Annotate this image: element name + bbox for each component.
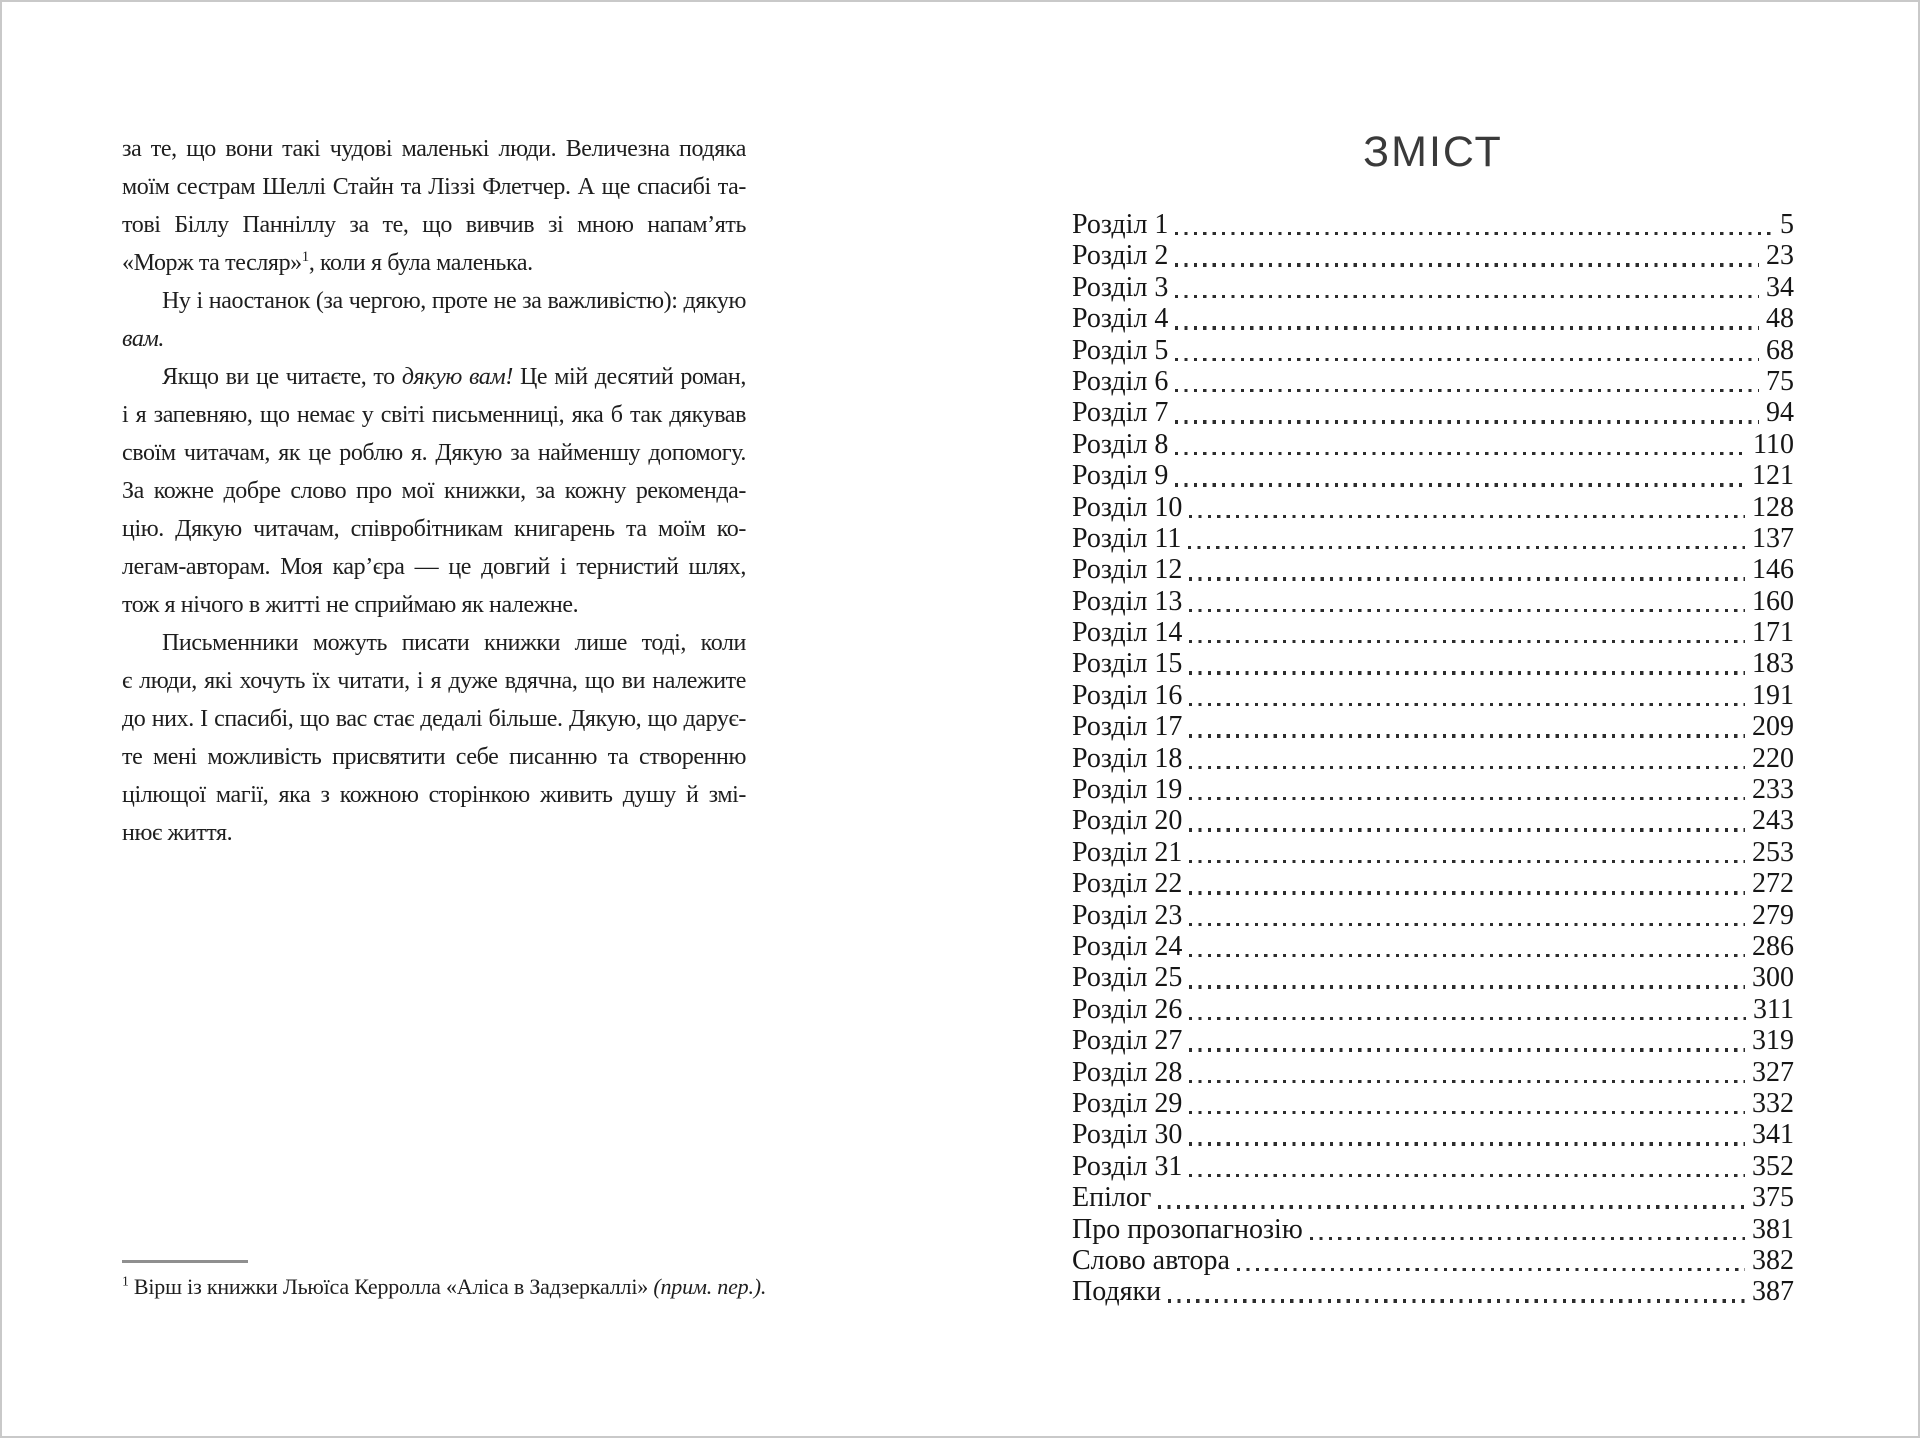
toc-entry: [1072, 617, 1794, 648]
toc-entry: [1072, 1119, 1794, 1150]
toc-entry-label: Розділ 10: [1072, 491, 1183, 523]
toc-entry-label: Епілог: [1072, 1182, 1152, 1214]
toc-entry-label: Розділ 2: [1072, 240, 1169, 272]
toc-entry-page: 23: [1766, 240, 1794, 272]
toc-entry-page: 137: [1752, 522, 1794, 554]
text-run: цілющої магії, яка з кожною сторінкою живить душу й змі-: [122, 782, 746, 808]
text-run: дякую вам!: [401, 364, 513, 390]
footnote-marker: 1: [301, 249, 309, 265]
toc-entry-page: 286: [1752, 930, 1794, 962]
left-page: [122, 130, 746, 852]
toc-entry-page: 253: [1752, 836, 1794, 868]
toc-entry: [1072, 868, 1794, 899]
toc-entry: [1072, 272, 1794, 303]
toc-dot-leader: [1189, 609, 1745, 612]
toc-entry-page: 110: [1753, 428, 1794, 460]
toc-entry-page: 128: [1752, 491, 1794, 523]
toc-dot-leader: [1175, 358, 1759, 361]
toc-entry-label: Розділ 12: [1072, 554, 1183, 586]
toc-entry-page: 220: [1752, 742, 1794, 774]
toc-entry-label: Розділ 30: [1072, 1119, 1183, 1151]
text-line: [122, 206, 746, 244]
toc-entry-page: 191: [1752, 679, 1794, 711]
toc-entry: [1072, 460, 1794, 491]
text-run: тові Біллу Панніллу за те, що вивчив зі мною напам’ять: [122, 212, 746, 238]
toc-entry-page: 121: [1752, 460, 1794, 492]
toc-entry-page: 171: [1752, 617, 1794, 649]
text-run: вам.: [122, 326, 164, 352]
toc-dot-leader: [1189, 577, 1745, 580]
text-line: [122, 320, 746, 358]
toc-entry-page: 233: [1752, 774, 1794, 806]
toc-entry-label: Подяки: [1072, 1276, 1162, 1308]
text-line: [122, 510, 746, 548]
toc-entry: [1072, 994, 1794, 1025]
toc-entry-page: 160: [1752, 585, 1794, 617]
toc-list: [1072, 209, 1794, 1308]
toc-entry-page: 48: [1766, 303, 1794, 335]
text-run: , коли я була маленька.: [308, 250, 533, 276]
toc-dot-leader: [1189, 1111, 1745, 1114]
toc-entry-label: Розділ 28: [1072, 1056, 1183, 1088]
toc-entry-label: Про прозопагнозію: [1072, 1213, 1303, 1245]
toc-entry-page: 387: [1752, 1276, 1794, 1308]
toc-title: ЗМІСТ: [1363, 128, 1503, 176]
toc-entry: [1072, 429, 1794, 460]
toc-entry-page: 75: [1766, 365, 1794, 397]
text-run: За кожне добре слово про мої книжки, за кожну рекоменда-: [122, 478, 746, 504]
toc-entry-label: Розділ 22: [1072, 868, 1183, 900]
text-line: [122, 700, 746, 738]
toc-entry-label: Розділ 20: [1072, 805, 1183, 837]
toc-entry: [1072, 1276, 1794, 1307]
toc-entry-label: Розділ 18: [1072, 742, 1183, 774]
text-run: і я запевняю, що немає у світі письменниці, яка б так дякував: [122, 402, 746, 428]
right-page: [1072, 128, 1794, 1308]
toc-dot-leader: [1237, 1268, 1745, 1271]
toc-entry: [1072, 397, 1794, 428]
toc-entry-page: 327: [1752, 1056, 1794, 1088]
footnote-marker: 1: [122, 1273, 129, 1289]
toc-dot-leader: [1189, 734, 1745, 737]
text-run: цію. Дякую читачам, співробітникам книгарень та моїм ко-: [122, 516, 746, 542]
toc-dot-leader: [1189, 515, 1745, 518]
toc-entry: [1072, 586, 1794, 617]
toc-entry: [1072, 774, 1794, 805]
toc-dot-leader: [1175, 420, 1759, 423]
text-line: [122, 434, 746, 472]
toc-entry-page: 34: [1766, 271, 1794, 303]
toc-dot-leader: [1189, 891, 1745, 894]
text-run: (прим. пер.).: [653, 1274, 767, 1299]
toc-entry-label: Розділ 7: [1072, 397, 1169, 429]
toc-entry-page: 375: [1752, 1182, 1794, 1214]
toc-entry: [1072, 711, 1794, 742]
text-line: [122, 776, 746, 814]
text-run: Якщо ви це читаєте, то: [162, 364, 402, 390]
toc-dot-leader: [1175, 389, 1759, 392]
text-run: Письменники можуть писати книжки лише тоді, коли: [162, 630, 746, 656]
toc-dot-leader: [1188, 546, 1745, 549]
toc-entry: [1072, 805, 1794, 836]
toc-entry-page: 381: [1752, 1213, 1794, 1245]
toc-dot-leader: [1189, 797, 1745, 800]
toc-dot-leader: [1168, 1299, 1745, 1302]
toc-entry-page: 279: [1752, 899, 1794, 931]
toc-entry: [1072, 1057, 1794, 1088]
toc-dot-leader: [1189, 1048, 1745, 1051]
toc-entry-label: Розділ 4: [1072, 303, 1169, 335]
toc-entry-label: Розділ 6: [1072, 365, 1169, 397]
toc-dot-leader: [1189, 860, 1745, 863]
toc-dot-leader: [1189, 828, 1745, 831]
toc-entry: [1072, 900, 1794, 931]
toc-entry: [1072, 680, 1794, 711]
toc-entry: [1072, 837, 1794, 868]
text-line: [122, 244, 746, 282]
toc-entry: [1072, 303, 1794, 334]
text-run: «Морж та тесляр»: [122, 250, 302, 276]
toc-entry-label: Розділ 11: [1072, 522, 1182, 554]
text-line: [122, 586, 746, 624]
toc-entry-label: Розділ 3: [1072, 271, 1169, 303]
toc-entry: [1072, 931, 1794, 962]
toc-dot-leader: [1189, 923, 1745, 926]
text-run: Вірш із книжки Льюїса Керролла «Аліса в Задзеркаллі»: [128, 1274, 654, 1299]
text-line: [122, 396, 746, 434]
text-run: моїм сестрам Шеллі Стайн та Ліззі Флетчер. А ще спасибі та-: [122, 174, 746, 200]
toc-entry-label: Розділ 23: [1072, 899, 1183, 931]
text-run: Це мій десятий роман,: [512, 364, 746, 390]
toc-dot-leader: [1189, 1017, 1746, 1020]
text-line: [122, 662, 746, 700]
toc-entry-page: 352: [1752, 1150, 1794, 1182]
toc-dot-leader: [1175, 326, 1759, 329]
toc-entry-label: Розділ 24: [1072, 930, 1183, 962]
toc-entry-label: Слово автора: [1072, 1244, 1230, 1276]
text-run: своїм читачам, як це роблю я. Дякую за найменшу допомогу.: [122, 440, 746, 466]
toc-dot-leader: [1310, 1237, 1745, 1240]
text-line: [122, 282, 746, 320]
toc-dot-leader: [1175, 232, 1773, 235]
toc-dot-leader: [1175, 452, 1746, 455]
toc-entry-label: Розділ 29: [1072, 1087, 1183, 1119]
toc-dot-leader: [1189, 1174, 1745, 1177]
toc-entry: [1072, 492, 1794, 523]
toc-entry-page: 300: [1752, 962, 1794, 994]
toc-entry-page: 146: [1752, 554, 1794, 586]
toc-entry-page: 94: [1766, 397, 1794, 429]
toc-entry-page: 209: [1752, 711, 1794, 743]
toc-entry: [1072, 366, 1794, 397]
toc-entry-label: Розділ 16: [1072, 679, 1183, 711]
text-line: [122, 472, 746, 510]
text-run: тож я нічого в житті не сприймаю як належне.: [122, 592, 579, 618]
toc-entry-page: 272: [1752, 868, 1794, 900]
text-line: [122, 814, 746, 852]
toc-entry: [1072, 1088, 1794, 1119]
toc-entry-page: 243: [1752, 805, 1794, 837]
toc-entry: [1072, 1245, 1794, 1276]
text-run: те мені можливість присвятити себе писанню та створенню: [122, 744, 746, 770]
toc-entry-label: Розділ 5: [1072, 334, 1169, 366]
text-line: [122, 168, 746, 206]
toc-entry-label: Розділ 25: [1072, 962, 1183, 994]
text-line: [122, 130, 746, 168]
toc-entry-label: Розділ 21: [1072, 836, 1183, 868]
text-line: [122, 624, 746, 662]
footnote-divider: [122, 1260, 248, 1263]
toc-entry-label: Розділ 15: [1072, 648, 1183, 680]
text-run: легам-авторам. Моя кар’єра — це довгий і тернистий шлях,: [122, 554, 746, 580]
toc-dot-leader: [1175, 295, 1759, 298]
toc-entry: [1072, 1151, 1794, 1182]
toc-dot-leader: [1189, 671, 1745, 674]
toc-entry-page: 183: [1752, 648, 1794, 680]
toc-dot-leader: [1189, 1080, 1745, 1083]
toc-dot-leader: [1189, 1142, 1745, 1145]
toc-entry-label: Розділ 14: [1072, 617, 1183, 649]
text-run: є люди, які хочуть їх читати, і я дуже вдячна, що ви належите: [122, 668, 746, 694]
toc-entry-page: 5: [1780, 209, 1794, 240]
text-run: Ну і наостанок (за чергою, проте не за важливістю): дякую: [162, 288, 746, 314]
toc-entry-page: 319: [1752, 1025, 1794, 1057]
toc-entry-page: 68: [1766, 334, 1794, 366]
toc-entry-label: Розділ 1: [1072, 209, 1169, 240]
toc-entry: [1072, 335, 1794, 366]
text-line: [122, 358, 746, 396]
toc-entry-label: Розділ 13: [1072, 585, 1183, 617]
text-run: до них. І спасибі, що вас стає дедалі більше. Дякую, що дарує-: [122, 706, 746, 732]
toc-entry-label: Розділ 9: [1072, 460, 1169, 492]
toc-entry-page: 311: [1753, 993, 1794, 1025]
toc-entry-label: Розділ 8: [1072, 428, 1169, 460]
toc-entry-label: Розділ 27: [1072, 1025, 1183, 1057]
toc-dot-leader: [1189, 985, 1745, 988]
toc-dot-leader: [1189, 703, 1745, 706]
toc-dot-leader: [1175, 483, 1745, 486]
toc-entry-label: Розділ 17: [1072, 711, 1183, 743]
toc-entry: [1072, 523, 1794, 554]
toc-entry-page: 341: [1752, 1119, 1794, 1151]
toc-entry: [1072, 1182, 1794, 1213]
toc-entry-page: 382: [1752, 1244, 1794, 1276]
toc-entry-label: Розділ 19: [1072, 774, 1183, 806]
footnote-text: [122, 1272, 882, 1302]
toc-entry: [1072, 209, 1794, 240]
text-line: [122, 548, 746, 586]
toc-dot-leader: [1189, 766, 1745, 769]
toc-entry: [1072, 554, 1794, 585]
toc-entry: [1072, 743, 1794, 774]
toc-dot-leader: [1189, 640, 1745, 643]
toc-entry: [1072, 1025, 1794, 1056]
toc-entry: [1072, 962, 1794, 993]
text-run: нює життя.: [122, 820, 233, 846]
toc-entry: [1072, 648, 1794, 679]
toc-dot-leader: [1175, 263, 1759, 266]
toc-entry-label: Розділ 26: [1072, 993, 1183, 1025]
toc-entry-label: Розділ 31: [1072, 1150, 1183, 1182]
text-line: [122, 738, 746, 776]
acknowledgments-text: [122, 130, 746, 852]
toc-entry: [1072, 1214, 1794, 1245]
toc-entry: [1072, 240, 1794, 271]
toc-dot-leader: [1189, 954, 1745, 957]
toc-entry-page: 332: [1752, 1087, 1794, 1119]
text-run: за те, що вони такі чудові маленькі люди. Величезна подяка: [122, 136, 746, 162]
footnote: [122, 1260, 882, 1302]
toc-dot-leader: [1158, 1205, 1745, 1208]
